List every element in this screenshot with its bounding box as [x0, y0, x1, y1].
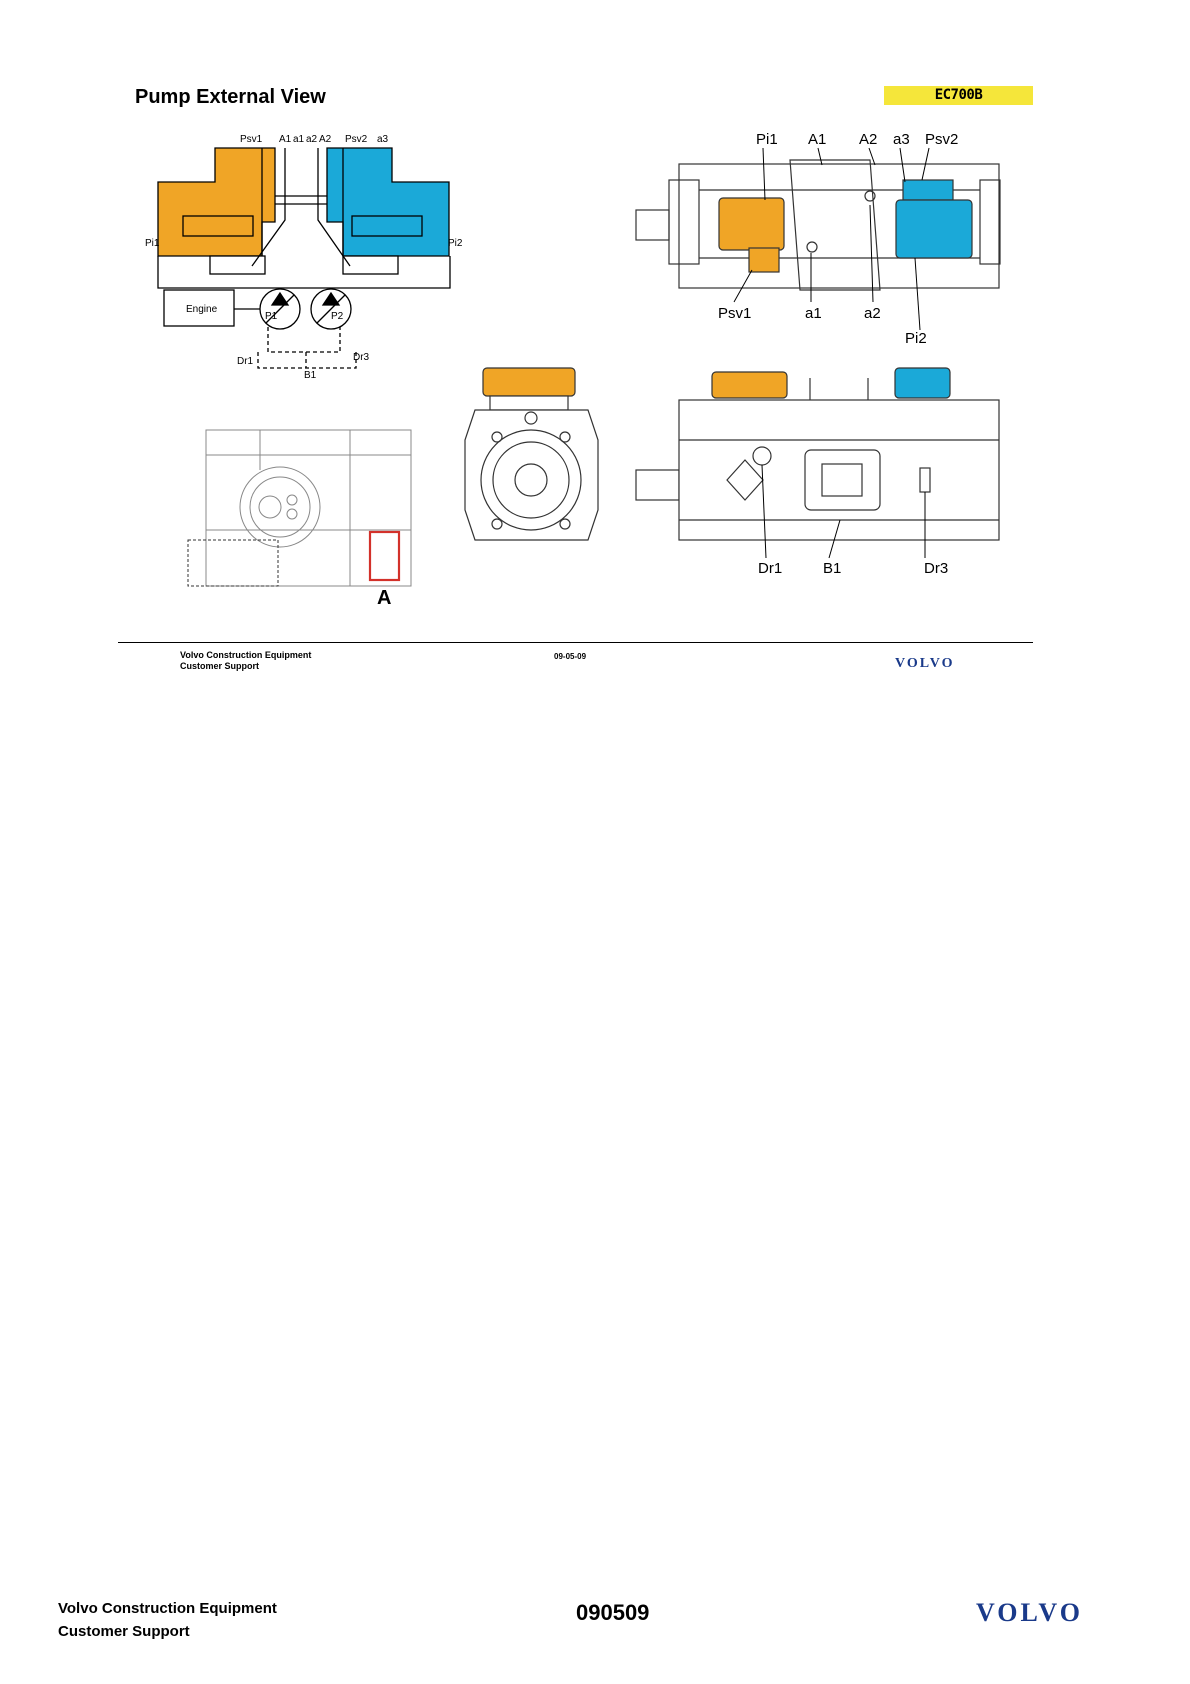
slide-footer-date: 09-05-09 — [554, 652, 587, 661]
volvo-logo-small: VOLVO — [895, 656, 955, 671]
schematic-label-pi1: Pi1 — [145, 238, 160, 249]
schematic-label-b1: B1 — [304, 370, 317, 381]
schematic-label-dr3: Dr3 — [353, 352, 370, 363]
schematic-label-pi2: Pi2 — [448, 238, 463, 249]
pump-figure — [0, 0, 1190, 640]
pump-top-view — [636, 160, 1000, 290]
slide-footer-company — [180, 650, 311, 672]
schematic-label-p1: P1 — [265, 311, 278, 322]
slide-footer-company-line2: Customer Support — [180, 661, 260, 671]
schematic-label-dr1: Dr1 — [237, 356, 254, 367]
location-marker — [370, 532, 399, 580]
schematic-label-p2: P2 — [331, 311, 344, 322]
pump-side-view — [636, 368, 999, 540]
schematic-label-psv1: Psv1 — [240, 134, 263, 145]
side-label-dr1: Dr1 — [758, 560, 783, 577]
top-label-psv2: Psv2 — [925, 131, 959, 148]
page-footer-company-line2: Customer Support — [58, 1623, 190, 1640]
schematic-label-A2: A2 — [319, 134, 332, 145]
location-view — [188, 430, 411, 586]
location-marker-label: A — [377, 587, 392, 609]
schematic-label-a2: a2 — [306, 134, 318, 145]
hydraulic-schematic — [158, 148, 450, 368]
side-label-b1: B1 — [823, 560, 842, 577]
top-label-A2: A2 — [859, 131, 878, 148]
side-label-dr3: Dr3 — [924, 560, 949, 577]
top-label-psv1: Psv1 — [718, 305, 752, 322]
top-label-a2: a2 — [864, 305, 881, 322]
slide-title: Pump External View — [135, 86, 326, 108]
page-footer-code: 090509 — [576, 1600, 650, 1625]
top-label-pi2: Pi2 — [905, 330, 927, 347]
slide-footer-company-line1: Volvo Construction Equipment — [180, 650, 312, 660]
page-footer-company — [58, 1597, 277, 1643]
volvo-logo: VOLVO — [976, 1598, 1083, 1627]
page-footer-company-line1: Volvo Construction Equipment — [58, 1600, 277, 1617]
slide-divider — [118, 642, 1033, 643]
top-label-a3: a3 — [893, 131, 910, 148]
schematic-label-a1: a1 — [293, 134, 305, 145]
schematic-label-engine: Engine — [186, 304, 218, 315]
top-label-A1: A1 — [808, 131, 827, 148]
schematic-label-a3: a3 — [377, 134, 389, 145]
schematic-label-A1: A1 — [279, 134, 292, 145]
pump-front-view — [465, 368, 598, 540]
top-label-pi1: Pi1 — [756, 131, 778, 148]
top-label-a1: a1 — [805, 305, 822, 322]
model-badge: EC700B — [884, 86, 1033, 105]
schematic-label-psv2: Psv2 — [345, 134, 368, 145]
